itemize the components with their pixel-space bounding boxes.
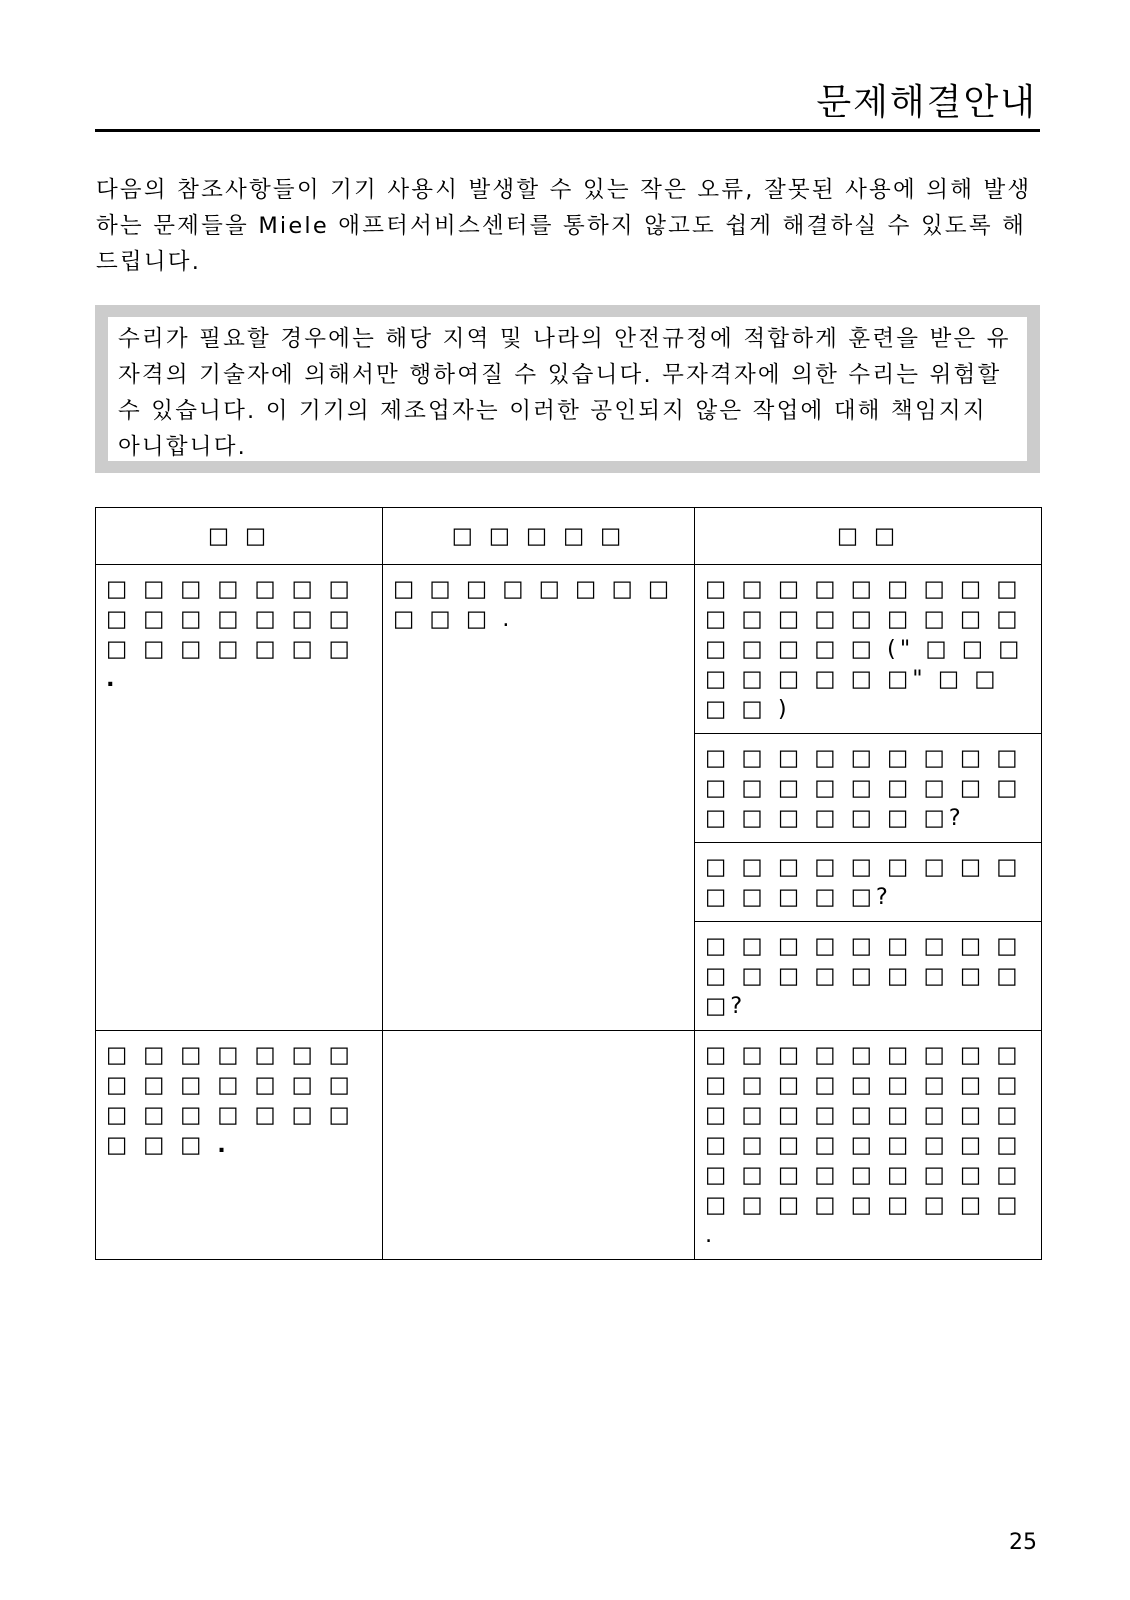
- warning-box: [95, 305, 1040, 473]
- warning-text: 수리가 필요할 경우에는 해당 지역 및 나라의 안전규정에 적합하게 훈련을 받은 유자격의 기술자에 의해서만 행하여질 수 있습니다. 무자격자에 의한 수리는 위험할 수 있습니다. 이 기기의 제조업자는 이러한 공인되지 않은 작업에 대해 책임지지 아니합니다.: [108, 317, 1027, 461]
- page-title: 문제해결안내: [816, 82, 1037, 123]
- solution-cell: □ □ □ □ □ □ □ □ □ □ □ □ □ □ □ □ □ □ □ □ □ □ □ □ □ □ □ □ □ □ □ □ □ □ □ □ □ □ □ □ □ □ □ □ □ □ □ □ □ □ □ □ □ □ .: [695, 1031, 1042, 1260]
- problem-cell: □ □ □ □ □ □ □ □ □ □ □ □ □ □ □ □ □ □ □ □ □ □ □ □ .: [96, 1031, 383, 1260]
- table-row: [96, 565, 1042, 734]
- solution-cell: □ □ □ □ □ □ □ □ □ □ □ □ □ □ □ □ □ □ □ □ □ □ □ □ □?: [695, 734, 1042, 843]
- problem-cell: □ □ □ □ □ □ □ □ □ □ □ □ □ □ □ □ □ □ □ □ □ .: [96, 565, 383, 1031]
- page-number: 25: [1009, 1530, 1037, 1555]
- solution-cell: □ □ □ □ □ □ □ □ □ □ □ □ □ □?: [695, 843, 1042, 922]
- column-header-problem: □ □: [96, 508, 383, 565]
- troubleshooting-table: [95, 507, 1042, 1260]
- column-header-solution: □ □: [695, 508, 1042, 565]
- cause-cell: [383, 1031, 695, 1260]
- intro-paragraph: 다음의 참조사항들이 기기 사용시 발생할 수 있는 작은 오류, 잘못된 사용에 의해 발생하는 문제들을 Miele 애프터서비스센터를 통하지 않고도 쉽게 해결하실 수 있도록 해 드립니다.: [96, 177, 1032, 275]
- cause-cell: □ □ □ □ □ □ □ □ □ □ □ .: [383, 565, 695, 1031]
- table-header-row: [96, 508, 1042, 565]
- table-row: [96, 1031, 1042, 1260]
- solution-cell: □ □ □ □ □ □ □ □ □ □ □ □ □ □ □ □ □ □ □ □ □ □ □ (" □ □ □ □ □ □ □ □ □" □ □ □ □ ): [695, 565, 1042, 734]
- solution-cell: □ □ □ □ □ □ □ □ □ □ □ □ □ □ □ □ □ □ □?: [695, 922, 1042, 1031]
- title-divider: [95, 129, 1040, 132]
- column-header-cause: □ □ □ □ □: [383, 508, 695, 565]
